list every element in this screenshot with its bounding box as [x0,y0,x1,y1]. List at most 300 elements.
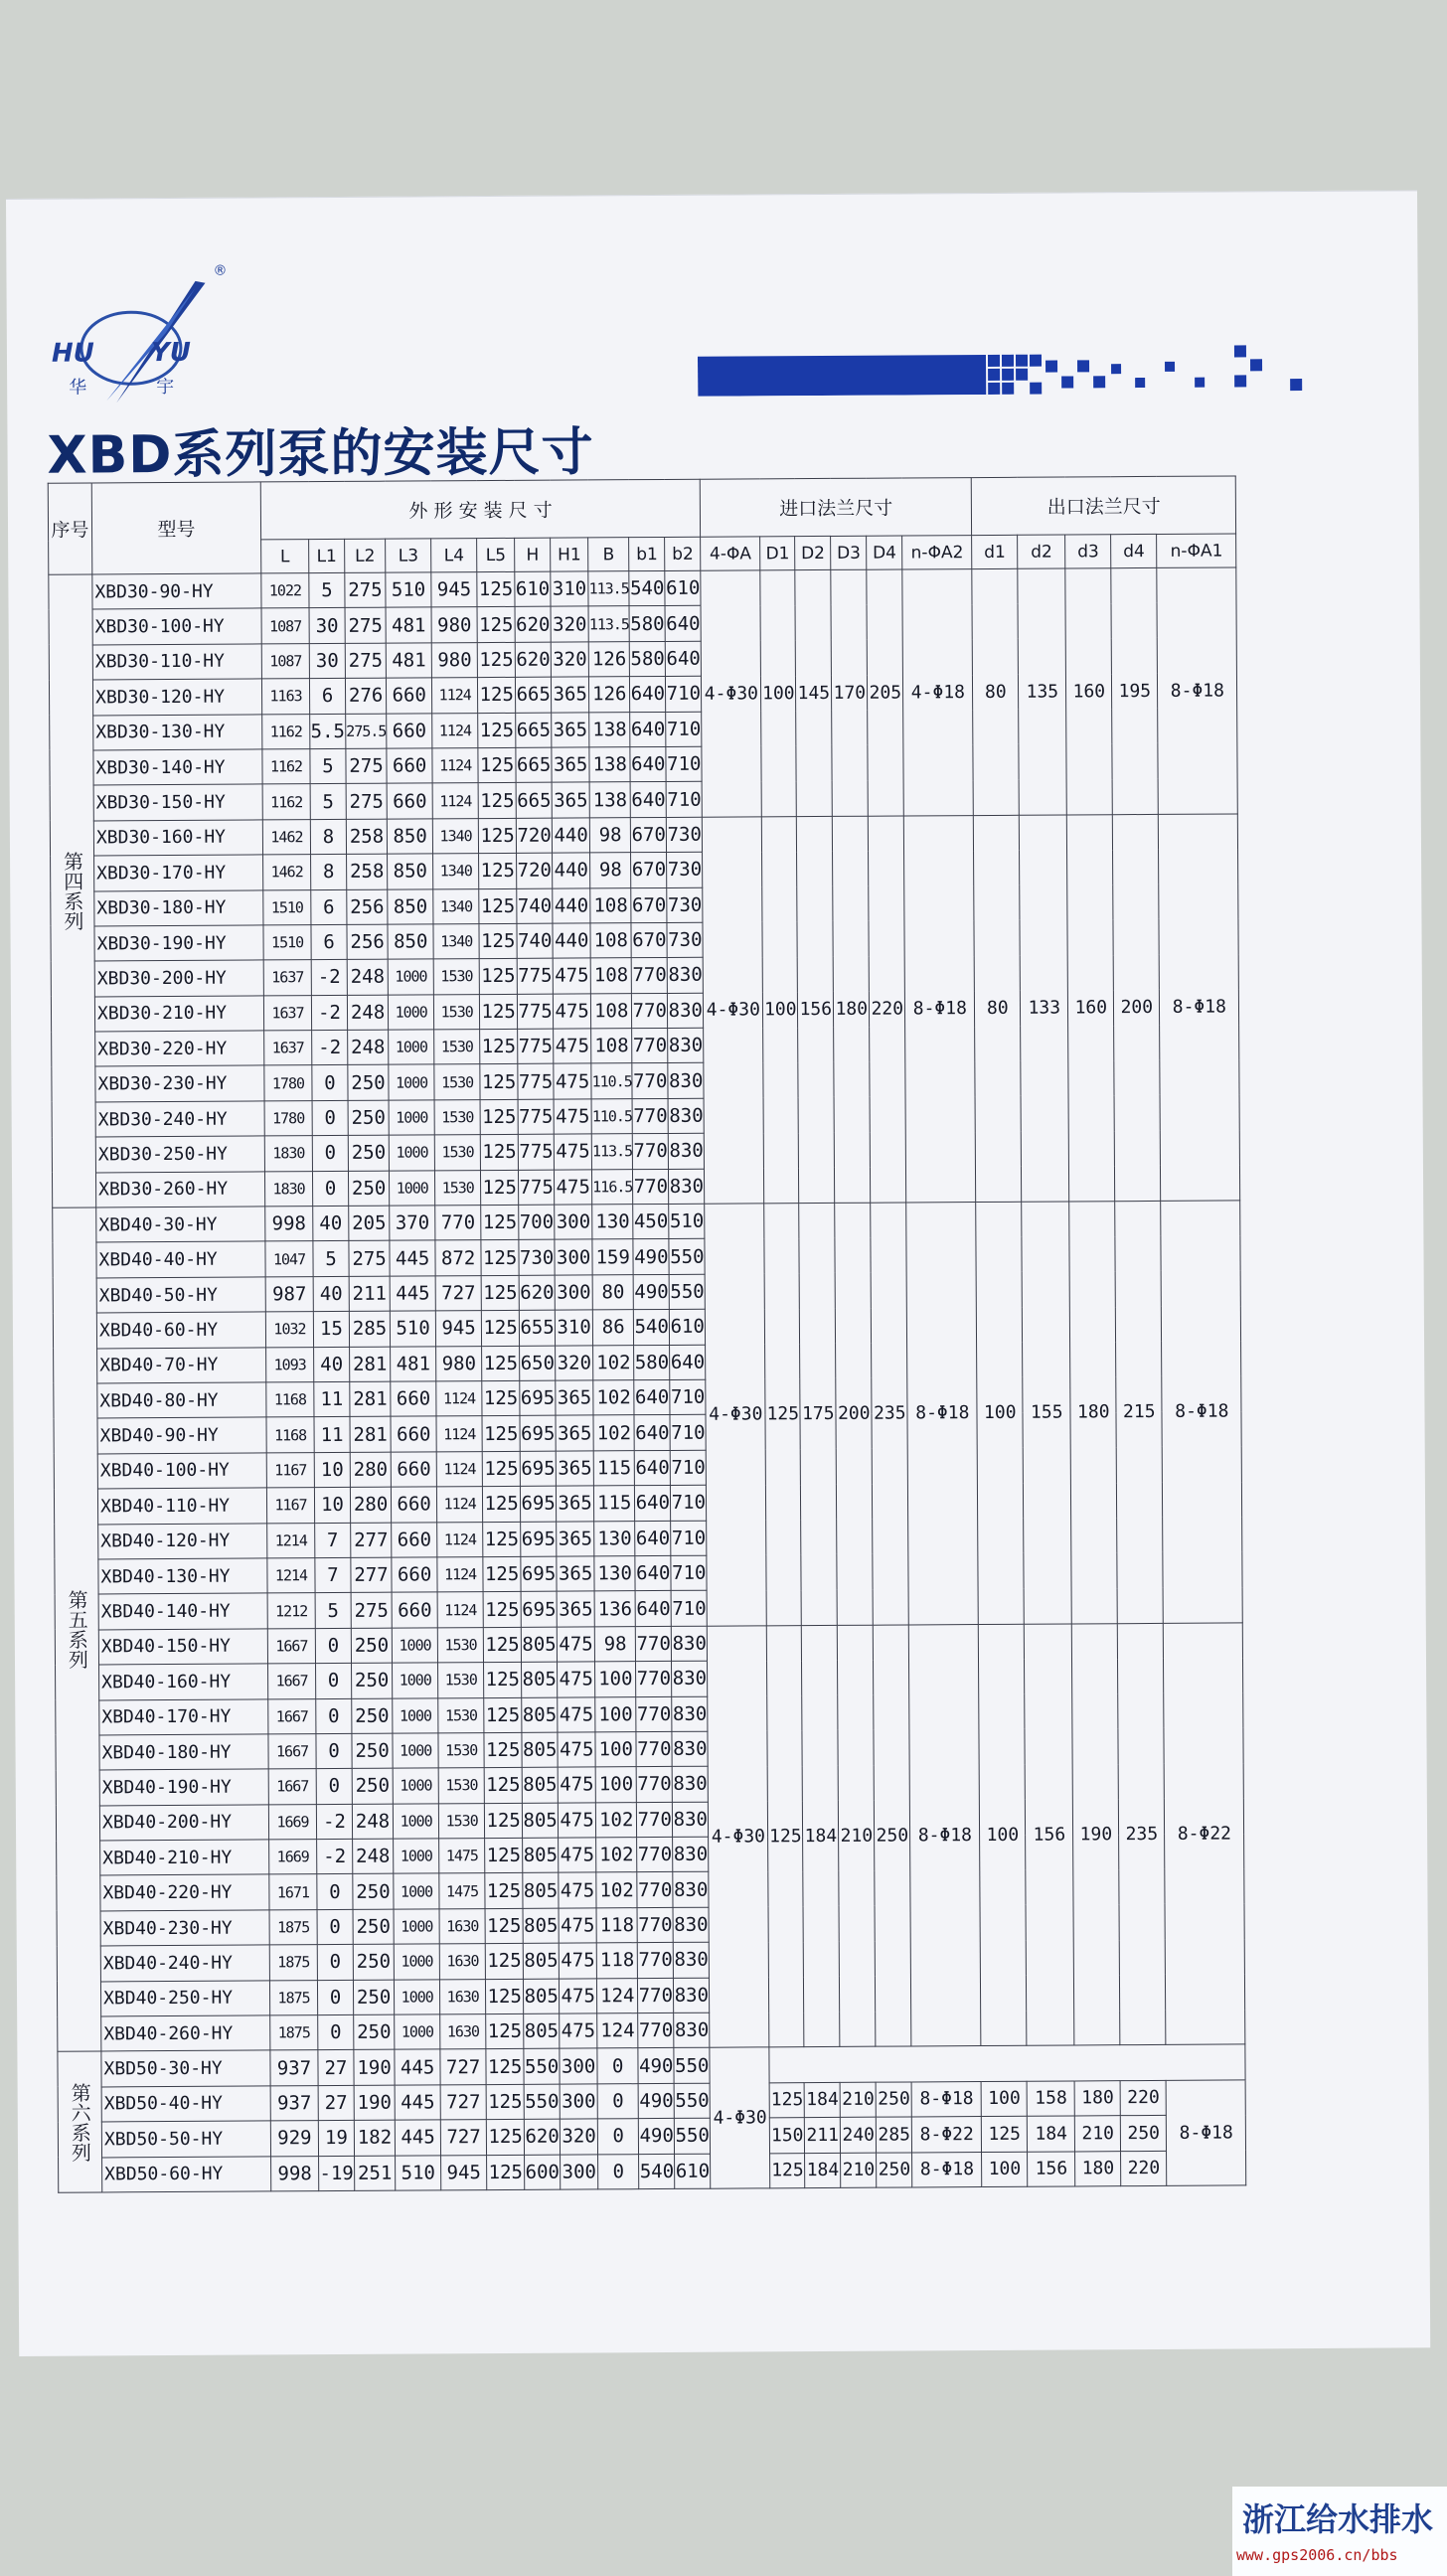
dim-cell: 1087 [261,608,309,644]
dim-cell: 300 [555,1275,592,1311]
dim-cell: 256 [347,924,388,960]
dim-cell: 125 [480,1135,518,1171]
dim-cell: 1022 [261,573,309,609]
dim-cell: 640 [630,782,666,818]
flange-cell: 4-Φ30 [710,2047,770,2188]
flange-cell: 240 [841,2117,877,2153]
dim-cell: 490 [638,2048,674,2084]
dim-cell: 1000 [394,1839,439,1874]
dim-cell: 830 [672,1626,708,1662]
flange-cell: 8-Φ18 [911,2081,981,2117]
model-cell: XBD40-130-HY [98,1558,267,1594]
dim-cell: 727 [435,1275,481,1311]
dim-cell: 665 [516,782,552,818]
dim-cell: 125 [483,1487,521,1523]
dim-cell: 830 [673,1802,709,1838]
dim-cell: 1530 [434,994,480,1030]
table-row [49,567,1237,610]
dim-cell: 805 [524,2013,560,2049]
col-header: D2 [795,536,831,569]
dim-cell: 805 [522,1697,558,1733]
dim-cell: 640 [665,606,701,642]
dim-cell: 258 [347,854,388,889]
dim-cell: 770 [637,1802,673,1838]
dim-cell: 830 [667,958,703,994]
dim-cell: 805 [523,1943,559,1979]
dim-cell: 475 [559,1838,596,1873]
dim-cell: 125 [481,1205,519,1240]
dim-cell: 620 [524,2119,560,2155]
dim-cell: 1530 [434,1030,480,1065]
dim-cell: 250 [348,1065,389,1101]
model-cell: XBD40-110-HY [97,1488,266,1524]
dim-cell: 138 [589,782,630,818]
dim-cell: 660 [392,1592,437,1628]
catalog-page [6,190,1430,2356]
dim-cell: 320 [556,1346,593,1381]
dim-cell: 540 [639,2154,675,2189]
dim-cell: 830 [674,1942,710,1978]
model-cell: XBD40-220-HY [100,1874,269,1910]
flange-cell: 210 [841,2153,877,2188]
dim-cell: 1510 [263,889,311,925]
dim-cell: 475 [559,1803,596,1839]
model-cell: XBD30-90-HY [92,573,261,609]
dim-cell: 365 [557,1556,594,1592]
dim-cell: 6 [311,889,347,925]
dim-cell: 670 [631,922,667,958]
dim-cell: 475 [557,1627,594,1663]
dim-cell: 102 [593,1345,634,1380]
dim-cell: 830 [668,1063,704,1099]
dim-cell: 510 [386,572,431,608]
dim-cell: 6 [309,679,345,715]
dim-cell: 730 [667,887,703,923]
dim-cell: 540 [634,1310,670,1346]
svg-text:®: ® [213,262,228,279]
dim-cell: 5 [315,1593,351,1629]
dim-cell: 125 [486,2013,524,2049]
dim-cell: 610 [515,571,551,607]
dim-cell: 610 [675,2154,711,2189]
flange-cell: 125 [982,2116,1028,2152]
flange-cell: 8-Φ18 [912,2152,982,2187]
dim-cell: 695 [520,1416,556,1452]
dim-cell: 1630 [439,1944,485,1980]
dim-cell: 275 [351,1592,392,1628]
dim-cell: 805 [521,1627,557,1663]
dim-cell: 980 [431,642,477,678]
dim-cell: 1462 [263,855,311,890]
dim-cell: 830 [673,1907,709,1943]
flange-cell: 8-Φ22 [912,2117,982,2153]
dim-cell: 1032 [265,1312,313,1348]
dim-cell: 365 [557,1591,594,1627]
dim-cell: 510 [391,1311,436,1347]
dim-cell: 695 [521,1591,557,1627]
dim-cell: 275 [346,784,387,820]
col-header: H [515,538,551,571]
flange-cell: 4-Φ30 [701,570,762,817]
dim-cell: 250 [353,1874,394,1910]
dim-cell: 1000 [389,995,434,1031]
dim-cell: 770 [636,1662,672,1697]
flange-cell: 184 [805,2153,841,2188]
flange-cell: 175 [799,1203,838,1625]
model-cell: XBD40-230-HY [100,1910,269,1946]
dim-cell: 490 [639,2119,675,2155]
dim-cell: 125 [484,1662,522,1697]
dim-cell: 1124 [437,1592,483,1628]
dim-cell: 670 [631,887,667,923]
dim-cell: 365 [552,782,589,818]
flange-cell: 4-Φ18 [902,569,974,816]
flange-cell: 250 [874,1625,912,2047]
dim-cell: 475 [554,1063,591,1099]
model-cell: XBD50-30-HY [101,2050,270,2086]
dim-cell: 980 [436,1346,482,1381]
dim-cell: 190 [354,2085,395,2121]
dim-cell: 124 [597,2013,638,2049]
dim-cell: 490 [638,2083,674,2119]
col-header: n-ΦA1 [1157,534,1236,567]
dim-cell: 1530 [438,1732,484,1768]
dim-cell: 450 [633,1204,669,1239]
dim-cell: 1168 [266,1382,314,1418]
flange-cell: 125 [769,2082,804,2118]
dim-cell: 440 [553,853,590,888]
dim-cell: 11 [314,1381,350,1417]
dim-cell: 550 [524,2084,560,2120]
dim-cell: 130 [594,1556,635,1592]
dim-cell: 665 [516,677,552,713]
dim-cell: 125 [486,1979,524,2014]
col-header: B [588,538,629,571]
dim-cell: 775 [518,1099,554,1135]
dim-cell: 125 [479,959,517,995]
dim-cell: 102 [593,1380,634,1416]
dim-cell: 440 [553,887,590,923]
dim-cell: 1475 [439,1873,485,1909]
dim-cell: 650 [520,1346,556,1381]
dim-cell: 0 [316,1733,352,1769]
dim-cell: 481 [391,1346,436,1381]
dim-cell: 481 [386,643,431,679]
flange-cell: 8-Φ22 [1164,1623,1246,2045]
table-row [53,1201,1241,1243]
series-label: 第六系列 [58,2051,102,2192]
svg-text:HU: HU [51,338,94,369]
dim-cell: 1637 [264,1031,312,1066]
dim-cell: 695 [521,1522,557,1557]
dim-cell: 660 [391,1381,436,1417]
dim-cell: 550 [669,1239,705,1275]
dim-cell: 640 [634,1379,670,1415]
dim-cell: 110.5 [591,1099,632,1135]
dim-cell: 475 [558,1732,595,1768]
dim-cell: 640 [634,1415,670,1451]
flange-cell: 125 [767,1625,805,2047]
model-cell: XBD30-260-HY [95,1172,264,1208]
flange-cell: 205 [867,569,904,816]
dim-cell: 5 [310,784,346,820]
dim-cell: 1530 [434,1064,480,1100]
dim-cell: 550 [524,2049,560,2085]
flange-cell: 8-Φ18 [1159,814,1240,1202]
dim-cell: 250 [352,1768,393,1804]
dim-cell: 125 [477,607,515,643]
dim-cell: 256 [347,889,388,925]
dims-header: 外 形 安 装 尺 寸 [260,479,701,540]
col-header: d1 [972,535,1018,568]
model-cell: XBD30-170-HY [94,855,263,890]
flange-cell: 8-Φ18 [906,1203,979,1625]
dim-cell: 280 [350,1487,391,1523]
model-cell: XBD40-210-HY [100,1840,269,1875]
dim-cell: 108 [591,993,632,1029]
dim-cell: 1124 [437,1557,483,1593]
dim-cell: 1530 [437,1627,483,1663]
dim-cell: 805 [523,1873,559,1909]
flange-cell: 285 [877,2117,912,2153]
dim-cell: 610 [670,1309,706,1345]
flange-cell: 156 [1025,1624,1075,2046]
dim-cell: 727 [440,2049,486,2085]
dim-cell: 1667 [268,1698,316,1734]
dim-cell: 1630 [440,1979,486,2014]
flange-cell: 135 [1018,568,1067,815]
dim-cell: 945 [441,2155,487,2190]
dim-cell: 80 [592,1274,633,1310]
dim-cell: 1162 [262,714,310,749]
dim-cell: 770 [636,1731,672,1767]
dim-cell: 118 [596,1907,637,1943]
dim-cell: 1530 [438,1768,484,1804]
dim-cell: 475 [560,2013,597,2049]
dim-cell: 125 [485,1803,523,1839]
dim-cell: 365 [556,1380,593,1416]
dim-cell: 1167 [266,1488,314,1524]
dim-cell: 710 [670,1379,706,1415]
dim-cell: 5 [313,1241,349,1277]
dim-cell: 1667 [268,1769,316,1805]
model-cell: XBD40-60-HY [96,1312,265,1348]
dim-cell: 1669 [268,1804,316,1840]
dim-cell: 1124 [436,1381,482,1417]
dim-cell: 620 [515,607,551,643]
dim-cell: 550 [674,2083,710,2119]
dim-cell: 1000 [394,1804,439,1840]
dim-cell: 250 [353,1909,394,1945]
dim-cell: 660 [392,1522,437,1557]
dim-cell: 872 [435,1240,481,1276]
flange-cell: 100 [976,1202,1025,1624]
dim-cell: 1875 [270,2015,318,2051]
dim-cell: 1530 [434,1135,480,1171]
dim-cell: 250 [348,1135,389,1171]
dim-cell: 27 [318,2050,354,2086]
dim-cell: 640 [635,1450,671,1486]
dim-cell: 1669 [269,1840,317,1875]
svg-text:宇: 宇 [156,376,175,399]
flange-cell: 4-Φ30 [705,1204,767,1626]
dim-cell: 1124 [432,748,478,784]
dim-cell: 540 [629,570,665,606]
dim-cell: 640 [630,712,666,747]
dim-cell: 248 [348,1030,389,1065]
flange-cell: 210 [840,2082,876,2118]
model-cell: XBD40-50-HY [96,1277,265,1313]
dim-cell: 510 [669,1204,705,1239]
flange-cell: 210 [1075,2116,1121,2152]
dim-cell: 1000 [393,1768,438,1804]
dim-cell: 370 [390,1206,435,1241]
blank-cell [769,2044,1245,2082]
flange-cell: 4-Φ30 [703,817,764,1205]
flange-cell: 8-Φ18 [1161,1201,1243,1623]
dim-cell: 0 [317,1945,353,1981]
dim-cell: 125 [486,2120,524,2156]
dim-cell: 205 [349,1206,390,1241]
dim-cell: 775 [518,1134,554,1170]
dim-cell: 125 [481,1311,519,1347]
dim-cell: 1212 [267,1593,315,1629]
dim-cell: 5 [309,572,345,608]
dim-cell: 125 [477,642,515,678]
dim-cell: 310 [551,571,588,607]
dim-cell: 550 [669,1274,705,1310]
dim-cell: 320 [551,606,588,642]
dim-cell: 660 [387,748,432,784]
dim-cell: 100 [595,1662,636,1697]
dim-cell: 1530 [433,959,479,995]
dim-cell: 1124 [437,1487,483,1523]
model-cell: XBD40-170-HY [99,1698,268,1734]
dim-cell: 100 [595,1767,636,1803]
dim-cell: 998 [265,1207,313,1242]
dim-cell: 5 [310,748,346,784]
dim-cell: 475 [554,994,591,1030]
svg-text:YU: YU [150,337,191,369]
dim-cell: 660 [387,678,432,714]
dim-cell: 1124 [432,678,478,714]
flange-cell: 215 [1115,1201,1164,1623]
install-dimension-table [48,475,1247,2192]
dim-cell: 108 [590,958,631,994]
dim-cell: 770 [435,1206,481,1241]
dim-cell: 125 [482,1451,520,1487]
flange-cell: 210 [838,1625,877,2047]
dim-cell: 805 [524,1979,560,2014]
dim-cell: 445 [390,1240,435,1276]
dim-cell: 1000 [392,1628,437,1664]
dim-cell: 710 [671,1450,707,1486]
dim-cell: 0 [597,2048,638,2084]
flange-cell: 184 [802,1625,841,2047]
dim-cell: 660 [392,1557,437,1593]
dim-cell: 11 [314,1417,350,1453]
dim-cell: 830 [674,1978,710,2013]
dim-cell: 365 [556,1451,593,1487]
model-cell: XBD30-250-HY [95,1136,264,1172]
col-header: D4 [867,536,902,569]
flange-cell: 235 [871,1203,909,1625]
dim-cell: 251 [355,2156,396,2191]
dim-cell: 1124 [436,1451,482,1487]
dim-cell: 0 [597,2083,638,2119]
dim-cell: 277 [351,1523,392,1558]
flange-cell: 133 [1020,815,1069,1203]
dim-cell: 40 [313,1276,349,1312]
dim-cell: 30 [309,643,345,679]
dim-cell: 610 [665,570,701,606]
dim-cell: 1340 [433,924,479,960]
dim-cell: 159 [592,1239,633,1275]
dim-cell: 805 [523,1838,559,1873]
dim-cell: 475 [560,1979,597,2014]
dim-cell: 300 [555,1239,592,1275]
dim-cell: 100 [595,1732,636,1768]
dim-cell: 0 [318,2014,354,2050]
dim-cell: 830 [672,1731,708,1767]
dim-cell: 830 [668,1028,704,1063]
dim-cell: 740 [517,888,553,924]
dim-cell: 365 [557,1486,594,1522]
dim-cell: 1162 [262,749,310,785]
dim-cell: 125 [485,1908,523,1944]
dim-cell: 1875 [269,1980,317,2015]
flange-cell: 160 [1067,814,1115,1202]
dim-cell: 440 [552,818,589,854]
dim-cell: 660 [392,1487,437,1523]
dim-cell: 1671 [269,1874,317,1910]
dim-cell: 0 [317,1909,353,1945]
dim-cell: 365 [552,712,589,747]
dim-cell: 8 [310,819,346,855]
dim-cell: 125 [483,1522,521,1557]
dim-cell: 0 [312,1136,348,1172]
dim-cell: 475 [558,1767,595,1803]
dim-cell: 250 [353,1944,394,1980]
model-cell: XBD40-150-HY [98,1629,267,1665]
dim-cell: 850 [388,924,433,960]
dim-cell: 250 [352,1698,393,1734]
dim-cell: 125 [485,1944,523,1980]
dim-cell: 281 [350,1347,391,1382]
dim-cell: 40 [313,1206,349,1241]
dim-cell: 490 [633,1274,669,1310]
dim-cell: 125 [480,1029,518,1064]
dim-cell: 1124 [437,1522,483,1557]
col-header: b1 [629,537,665,570]
dim-cell: 805 [522,1662,558,1697]
col-header: L4 [431,539,477,572]
model-cell: XBD40-80-HY [97,1382,266,1418]
dim-cell: 125 [480,1064,518,1100]
dim-cell: 727 [440,2120,486,2156]
dim-cell: 300 [561,2154,598,2189]
series-label: 第五系列 [53,1208,101,2052]
model-cell: XBD30-200-HY [94,960,263,996]
col-header: L5 [477,538,515,571]
dim-cell: 125 [478,747,516,783]
dim-cell: 125 [478,783,516,819]
dim-cell: 110.5 [591,1063,632,1099]
dim-cell: 250 [352,1663,393,1698]
dim-cell: 125 [483,1592,521,1628]
table-row [55,1623,1243,1666]
flange-cell: 211 [805,2118,841,2154]
